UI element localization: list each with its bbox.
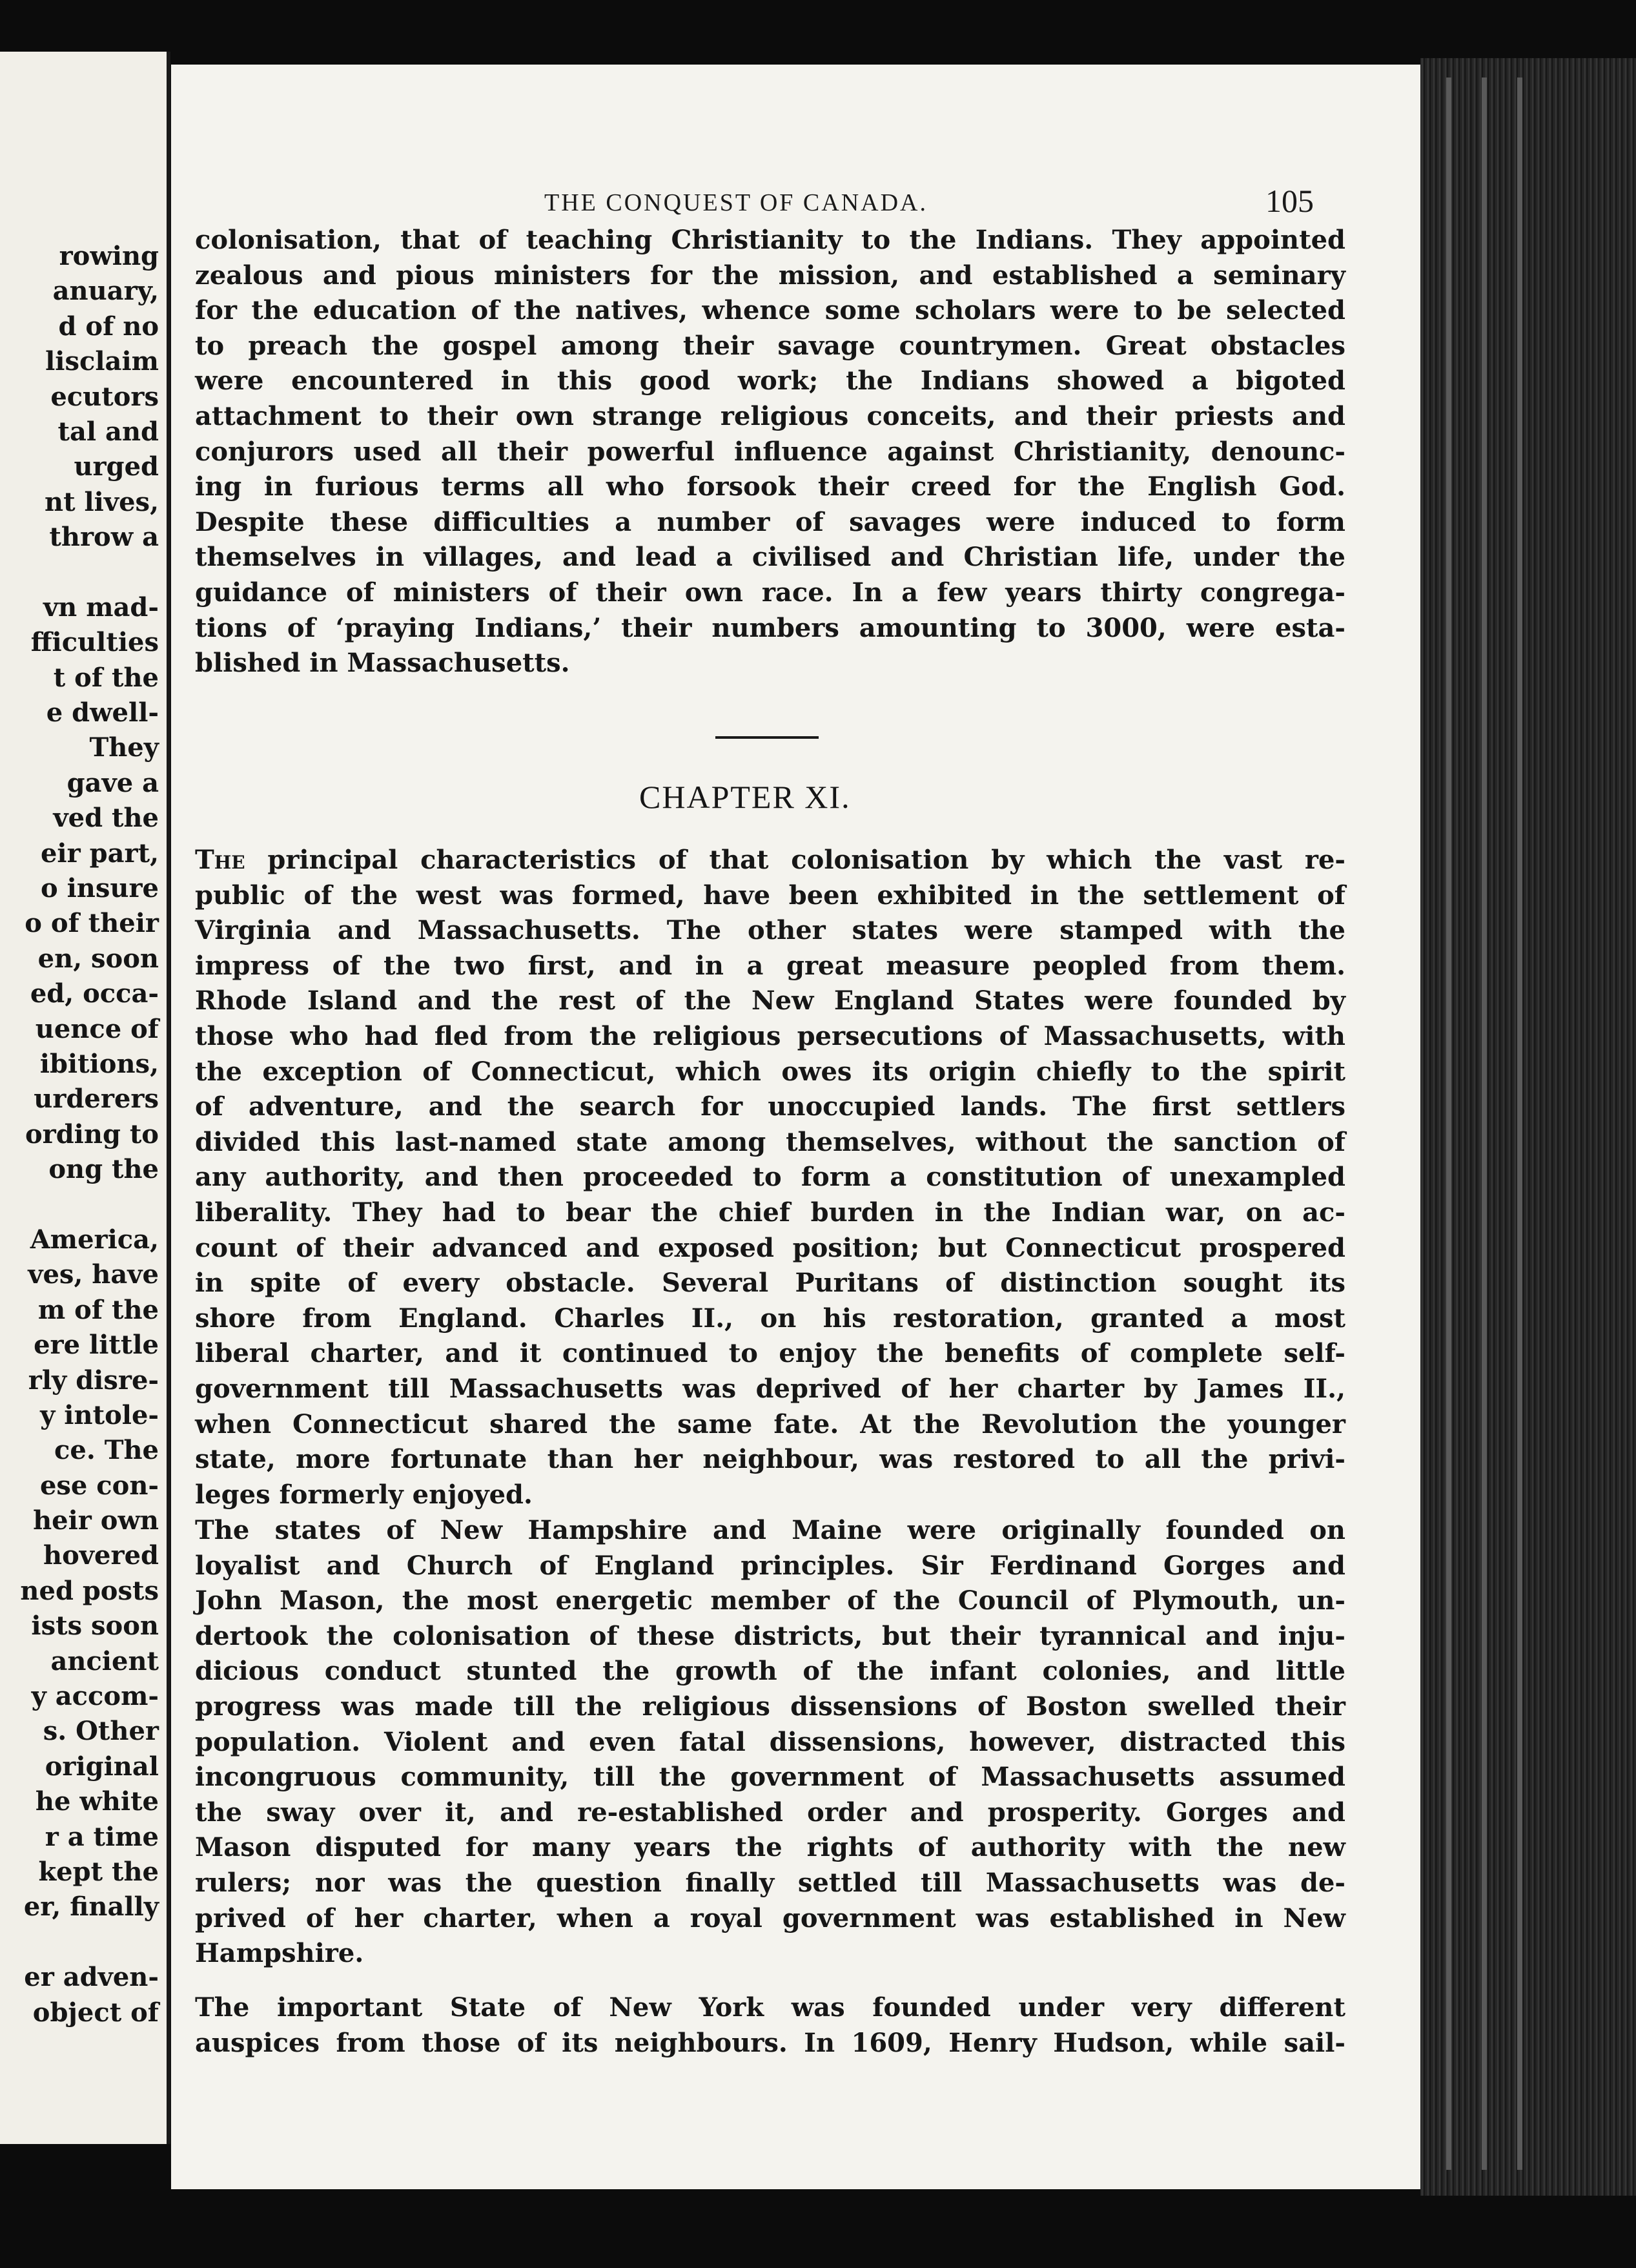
facing-page-line: ording to — [25, 1119, 159, 1149]
facing-page-line: y intole- — [40, 1399, 159, 1430]
intro-paragraph — [195, 223, 1345, 681]
facing-page-line: rly disre- — [28, 1365, 159, 1396]
facing-page-line: rowing — [59, 241, 159, 271]
facing-page-line: kept the — [38, 1856, 159, 1887]
facing-page-line: ved the — [53, 803, 159, 834]
paragraph-line: incongruous community, till the government of Massachusetts assumed — [195, 1762, 1345, 1793]
chapter-paragraph-2 — [195, 1513, 1345, 1972]
facing-page-line: r a time — [45, 1821, 159, 1852]
paragraph-line: the exception of Connecticut, which owes its origin chiefly to the spirit — [195, 1056, 1345, 1087]
paragraph-line: rulers; nor was the question finally settled till Massachusetts was de- — [195, 1867, 1345, 1898]
chapter-paragraph-1 — [195, 843, 1345, 1512]
facing-page-line: t of the — [53, 662, 159, 693]
paragraph-line: those who had fled from the religious persecutions of Massachusetts, with — [195, 1020, 1345, 1051]
paragraph-line: population. Violent and even fatal dissensions, however, distracted this — [195, 1726, 1345, 1757]
paragraph-line: loyalist and Church of England principles. Sir Ferdinand Gorges and — [195, 1550, 1345, 1581]
paragraph-line: tions of ‘praying Indians,’ their numbers amounting to 3000, were esta- — [195, 612, 1345, 643]
facing-page-line: o of their — [25, 908, 159, 939]
paragraph-line: liberality. They had to bear the chief burden in the Indian war, on ac- — [195, 1197, 1345, 1228]
facing-page-line: e dwell- — [46, 697, 159, 728]
paragraph-line: the sway over it, and re-established order and prosperity. Gorges and — [195, 1797, 1345, 1828]
facing-page-line: throw a — [49, 522, 159, 553]
facing-page-line: urged — [74, 451, 159, 482]
chapter-first-word: The — [195, 845, 245, 875]
chapter-paragraph-3 — [195, 1990, 1345, 2061]
facing-page-line — [0, 555, 159, 590]
facing-page-line: uence of — [35, 1013, 159, 1044]
facing-page-fragment — [0, 52, 170, 2144]
page-edge-stack — [1420, 58, 1636, 2196]
paragraph-line: John Mason, the most energetic member of the Council of Plymouth, un- — [195, 1585, 1345, 1616]
facing-page-line: er, finally — [23, 1892, 159, 1923]
facing-page-line: ibitions, — [39, 1048, 159, 1079]
paragraph-line: when Connecticut shared the same fate. At the Revolution the younger — [195, 1408, 1345, 1439]
paragraph-line: divided this last-named state among themselves, without the sanction of — [195, 1126, 1345, 1157]
facing-page-line: ese con- — [39, 1470, 159, 1501]
facing-page-line — [0, 1925, 159, 1960]
paragraph-line: leges formerly enjoyed. — [195, 1479, 533, 1510]
facing-page-line: s. Other — [43, 1716, 159, 1747]
facing-page-line: eir part, — [40, 838, 159, 869]
paragraph-line: prived of her charter, when a royal government was established in New — [195, 1902, 1345, 1933]
paragraph-line: impress of the two first, and in a great measure peopled from them. — [195, 950, 1345, 981]
facing-page-line: nt lives, — [44, 486, 159, 517]
facing-page-line: anuary, — [52, 276, 159, 307]
facing-page-line: d of no — [58, 311, 159, 342]
facing-page-line: urderers — [34, 1084, 159, 1115]
facing-page-line: They — [89, 732, 159, 763]
paragraph-line: shore from England. Charles II., on his restoration, granted a most — [195, 1303, 1345, 1334]
paragraph-line: Hampshire. — [195, 1938, 364, 1969]
facing-page-line: heir own — [33, 1505, 159, 1536]
chapter-title: CHAPTER XI. — [639, 779, 851, 815]
facing-page-line: lisclaim — [45, 346, 159, 377]
paragraph-line: state, more fortunate than her neighbour, was restored to all the privi- — [195, 1444, 1345, 1475]
facing-page-line: he white — [35, 1786, 159, 1817]
paragraph-line: themselves in villages, and lead a civilised and Christian life, under the — [195, 542, 1345, 573]
facing-page-line: tal and — [57, 416, 159, 447]
paragraph-line: progress was made till the religious dissensions of Boston swelled their — [195, 1691, 1345, 1722]
facing-page-line: ong the — [48, 1154, 159, 1185]
paragraph-line: attachment to their own strange religious conceits, and their priests and — [195, 400, 1345, 431]
facing-page-line: ves, have — [28, 1259, 159, 1290]
facing-page-line: ce. The — [54, 1435, 159, 1466]
paragraph-line: dicious conduct stunted the growth of the infant colonies, and little — [195, 1656, 1345, 1687]
paragraph-line: Rhode Island and the rest of the New England States were founded by — [195, 985, 1345, 1016]
paragraph-line: guidance of ministers of their own race. In a few years thirty congrega- — [195, 577, 1345, 608]
facing-page-line: o insure — [40, 873, 159, 904]
facing-page-line: ecutors — [50, 381, 159, 412]
paragraph-line: conjurors used all their powerful influence against Christianity, denounc- — [195, 436, 1345, 467]
page-number: 105 — [1265, 183, 1314, 219]
facing-page-line — [0, 1188, 159, 1222]
facing-page-line: en, soon — [37, 943, 159, 974]
facing-page-line: gave a — [66, 767, 159, 798]
paragraph-line: count of their advanced and exposed position; but Connecticut prospered — [195, 1232, 1345, 1263]
facing-page-text — [0, 239, 159, 2030]
paragraph-line: The important State of New York was founded under very different — [195, 1992, 1345, 2023]
facing-page-line: original — [45, 1751, 159, 1782]
facing-page-line: fficulties — [30, 627, 159, 658]
facing-page-line: hovered — [43, 1540, 159, 1571]
facing-page-line: ists soon — [31, 1611, 159, 1642]
paragraph-line: Despite these difficulties a number of savages were induced to form — [195, 506, 1345, 537]
facing-page-line: er adven- — [24, 1962, 159, 1993]
facing-page-line: America, — [30, 1224, 159, 1255]
paragraph-line: liberal charter, and it continued to enjoy the benefits of complete self- — [195, 1338, 1345, 1369]
paragraph-line: public of the west was formed, have been exhibited in the settlement of — [195, 880, 1345, 911]
running-head: THE CONQUEST OF CANADA. — [544, 189, 928, 216]
paragraph-line: auspices from those of its neighbours. In 1609, Henry Hudson, while sail- — [195, 2027, 1345, 2058]
facing-page-line: ned posts — [20, 1575, 159, 1606]
facing-page-line: ed, occa- — [30, 978, 159, 1009]
paragraph-line: blished in Massachusetts. — [195, 648, 570, 679]
facing-page-line: object of — [32, 1997, 159, 2028]
section-divider-rule — [715, 736, 819, 739]
paragraph-line: to preach the gospel among their savage countrymen. Great obstacles — [195, 330, 1345, 361]
paragraph-line: were encountered in this good work; the Indians showed a bigoted — [195, 366, 1345, 397]
facing-page-line: ere little — [34, 1330, 159, 1361]
paragraph-line: The states of New Hampshire and Maine were originally founded on — [195, 1515, 1345, 1545]
facing-page-line: y accom- — [31, 1681, 159, 1712]
paragraph-line: any authority, and then proceeded to form a constitution of unexampled — [195, 1162, 1345, 1193]
paragraph-line: of adventure, and the search for unoccupied lands. The first settlers — [195, 1091, 1345, 1122]
paragraph-line: in spite of every obstacle. Several Puritans of distinction sought its — [195, 1268, 1345, 1299]
paragraph-line: The principal characteristics of that colonisation by which the vast re- — [195, 845, 1345, 875]
paragraph-line: dertook the colonisation of these districts, but their tyrannical and inju- — [195, 1620, 1345, 1651]
paragraph-line: zealous and pious ministers for the mission, and established a seminary — [195, 260, 1345, 291]
paragraph-line: ing in furious terms all who forsook their creed for the English God. — [195, 471, 1345, 502]
paragraph-line: government till Massachusetts was deprived of her charter by James II., — [195, 1373, 1345, 1404]
paragraph-line: for the education of the natives, whence some scholars were to be selected — [195, 295, 1345, 326]
paragraph-line: Virginia and Massachusetts. The other states were stamped with the — [195, 915, 1345, 946]
facing-page-line: ancient — [50, 1645, 159, 1676]
facing-page-line: m of the — [37, 1294, 159, 1325]
paragraph-line: colonisation, that of teaching Christianity to the Indians. They appointed — [195, 225, 1345, 255]
facing-page-line: vn mad- — [43, 592, 159, 623]
paragraph-line: Mason disputed for many years the rights of authority with the new — [195, 1832, 1345, 1863]
